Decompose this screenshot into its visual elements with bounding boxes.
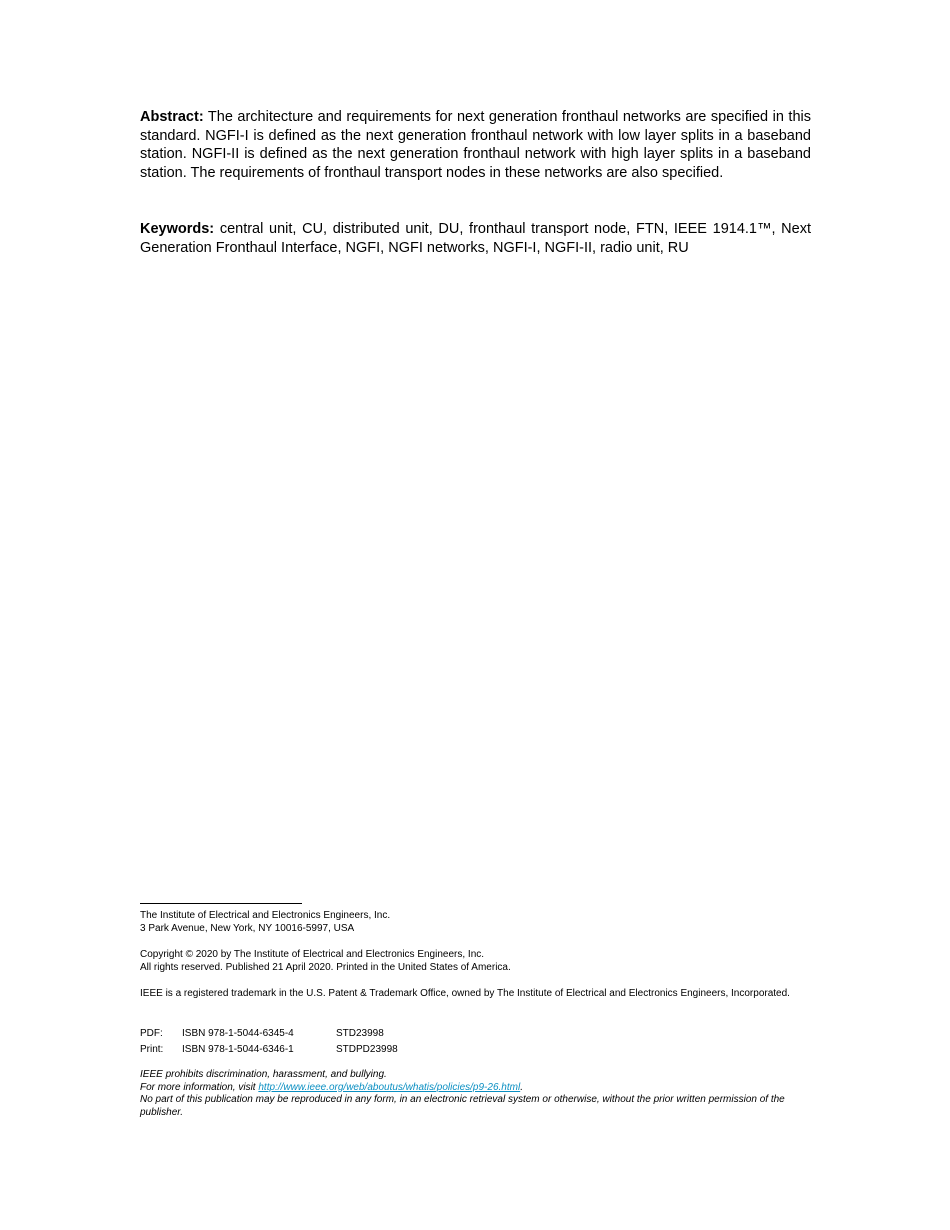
policy-line-1: IEEE prohibits discrimination, harassment, and bullying. [140,1069,387,1080]
isbn-format: PDF: [140,1028,163,1039]
isbn-number: ISBN 978-1-5044-6345-4 [182,1028,294,1039]
isbn-format: Print: [140,1044,164,1055]
keywords-text: central unit, CU, distributed unit, DU, fronthaul transport node, FTN, IEEE 1914.1™, Next Generation Fronthaul Interface, NGFI, NGFI networks, NGFI-I, NGFI-II, radio unit, RU [140,221,811,256]
trademark-notice [140,988,811,1001]
publisher-address: 3 Park Avenue, New York, NY 10016-5997, USA [140,922,355,934]
isbn-code: STDPD23998 [336,1044,398,1055]
abstract-label: Abstract: [140,109,204,125]
policy-line-2-suffix: . [520,1081,523,1093]
isbn-row-print [140,1042,436,1058]
abstract-paragraph [140,108,811,182]
publisher-name: The Institute of Electrical and Electronics Engineers, Inc. [140,910,391,921]
keywords-label: Keywords: [140,221,215,237]
keywords-paragraph [140,220,811,257]
isbn-number: ISBN 978-1-5044-6346-1 [182,1044,294,1055]
isbn-table [140,1026,436,1058]
policy-line-3: No part of this publication may be reproduced in any form, in an electronic retrieval system or otherwise, without the prior written permission of the publisher. [140,1094,785,1118]
trademark-text: IEEE is a registered trademark in the U.S. Patent & Trademark Office, owned by The Institute of Electrical and Electronics Engineers, Incorporated. [140,988,790,999]
policy-link[interactable]: http://www.ieee.org/web/aboutus/whatis/policies/p9-26.html [258,1081,521,1093]
copyright-block [140,949,811,974]
footnote-divider [140,903,302,904]
document-page [140,0,811,1230]
isbn-row-pdf [140,1026,436,1042]
copyright-line-1: Copyright © 2020 by The Institute of Electrical and Electronics Engineers, Inc. [140,949,485,960]
copyright-line-2: All rights reserved. Published 21 April 2020. Printed in the United States of America. [140,961,511,973]
isbn-code: STD23998 [336,1028,384,1039]
abstract-text: The architecture and requirements for next generation fronthaul networks are specified in this standard. NGFI-I is defined as the next generation fronthaul network with low layer splits in a baseband station. NGFI-II is defined as the next generation fronthaul network with high layer splits in a baseband station. The requirements of fronthaul transport nodes in these networks are also specified. [140,109,811,181]
policy-notice [140,1069,811,1119]
publisher-address-block [140,910,811,935]
policy-line-2 [140,1082,811,1095]
policy-line-2-prefix: For more information, visit [140,1081,259,1093]
